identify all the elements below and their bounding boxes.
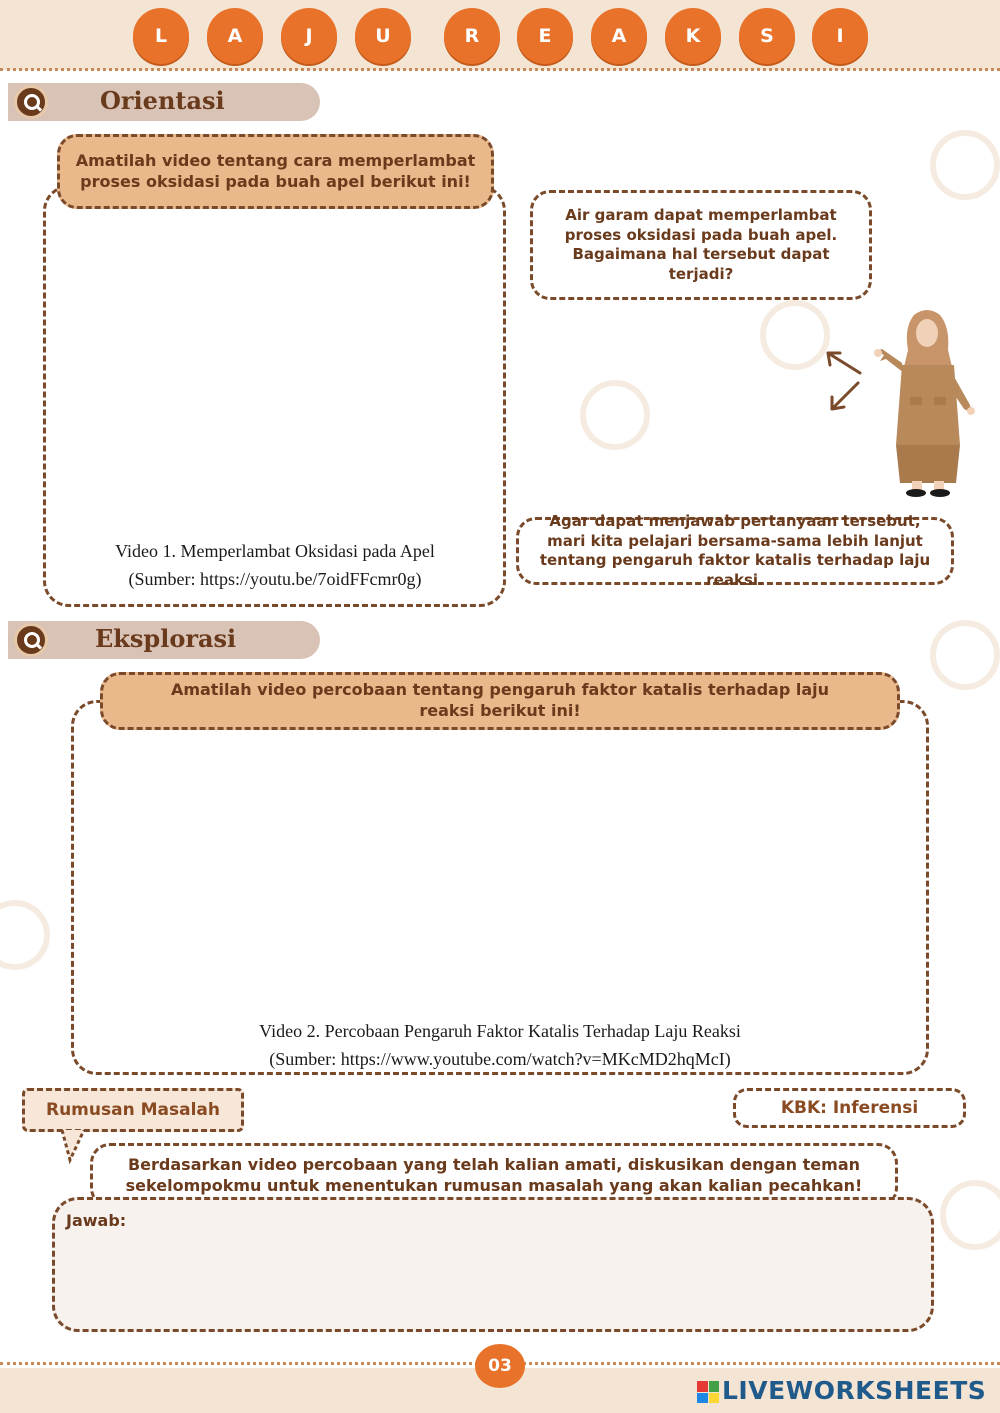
video-2-caption (150, 1018, 850, 1074)
title-letter: U (355, 8, 411, 64)
flask-decoration (580, 380, 650, 450)
header-divider (0, 68, 1000, 71)
kbk-tag: KBK: Inferensi (733, 1088, 966, 1128)
search-icon (14, 623, 48, 657)
section-title-eksplorasi: Eksplorasi (95, 624, 237, 653)
title-letter: A (207, 8, 263, 64)
title-letter: S (739, 8, 795, 64)
page-number: 03 (475, 1344, 525, 1388)
flask-decoration (0, 900, 50, 970)
video-1-title: Video 1. Memperlambat Oksidasi pada Apel (115, 541, 435, 561)
speech-tail-icon (58, 1130, 88, 1166)
video-2-instruction: Amatilah video percobaan tentang pengaruh faktor katalis terhadap laju reaksi berikut ini! (100, 672, 900, 730)
title-letter: R (444, 8, 500, 64)
rumusan-instruction: Berdasarkan video percobaan yang telah kalian amati, diskusikan dengan teman sekelompokmu untuk menentukan rumusan masalah yang akan kalian pecahkan! (90, 1143, 898, 1208)
section-title-orientasi: Orientasi (100, 86, 225, 115)
flask-decoration (930, 130, 1000, 200)
video-2-title: Video 2. Percobaan Pengaruh Faktor Katalis Terhadap Laju Reaksi (259, 1021, 741, 1041)
video-1-source[interactable]: (Sumber: https://youtu.be/7oidFFcmr0g) (128, 568, 422, 589)
video-2-source[interactable]: (Sumber: https://www.youtube.com/watch?v=MKcMD2hqMcI) (269, 1048, 731, 1069)
search-icon (14, 85, 48, 119)
title-letter: E (517, 8, 573, 64)
learning-note: Agar dapat menjawab pertanyaan tersebut, mari kita pelajari bersama-sama lebih lanjut tentang pengaruh faktor katalis terhadap laju reaksi. (516, 517, 954, 585)
video-1-instruction: Amatilah video tentang cara memperlambat proses oksidasi pada buah apel berikut ini! (57, 134, 494, 209)
rumusan-masalah-tag: Rumusan Masalah (22, 1088, 244, 1132)
flask-decoration (930, 620, 1000, 690)
brand-name[interactable]: LIVEWORKSHEETS (722, 1376, 987, 1405)
video-1-caption (60, 538, 490, 594)
title-letter: A (591, 8, 647, 64)
teacher-illustration (872, 305, 982, 500)
answer-label: Jawab: (66, 1211, 127, 1230)
title-letter: J (281, 8, 337, 64)
arrow-icon (820, 345, 870, 415)
title-letter: K (665, 8, 721, 64)
title-letter: I (812, 8, 868, 64)
question-bubble: Air garam dapat memperlambat proses oksidasi pada buah apel. Bagaimana hal tersebut dapat terjadi? (530, 190, 872, 300)
liveworksheets-logo-icon (697, 1381, 719, 1403)
flask-decoration (940, 1180, 1000, 1250)
title-letter: L (133, 8, 189, 64)
answer-input[interactable] (66, 1238, 921, 1323)
